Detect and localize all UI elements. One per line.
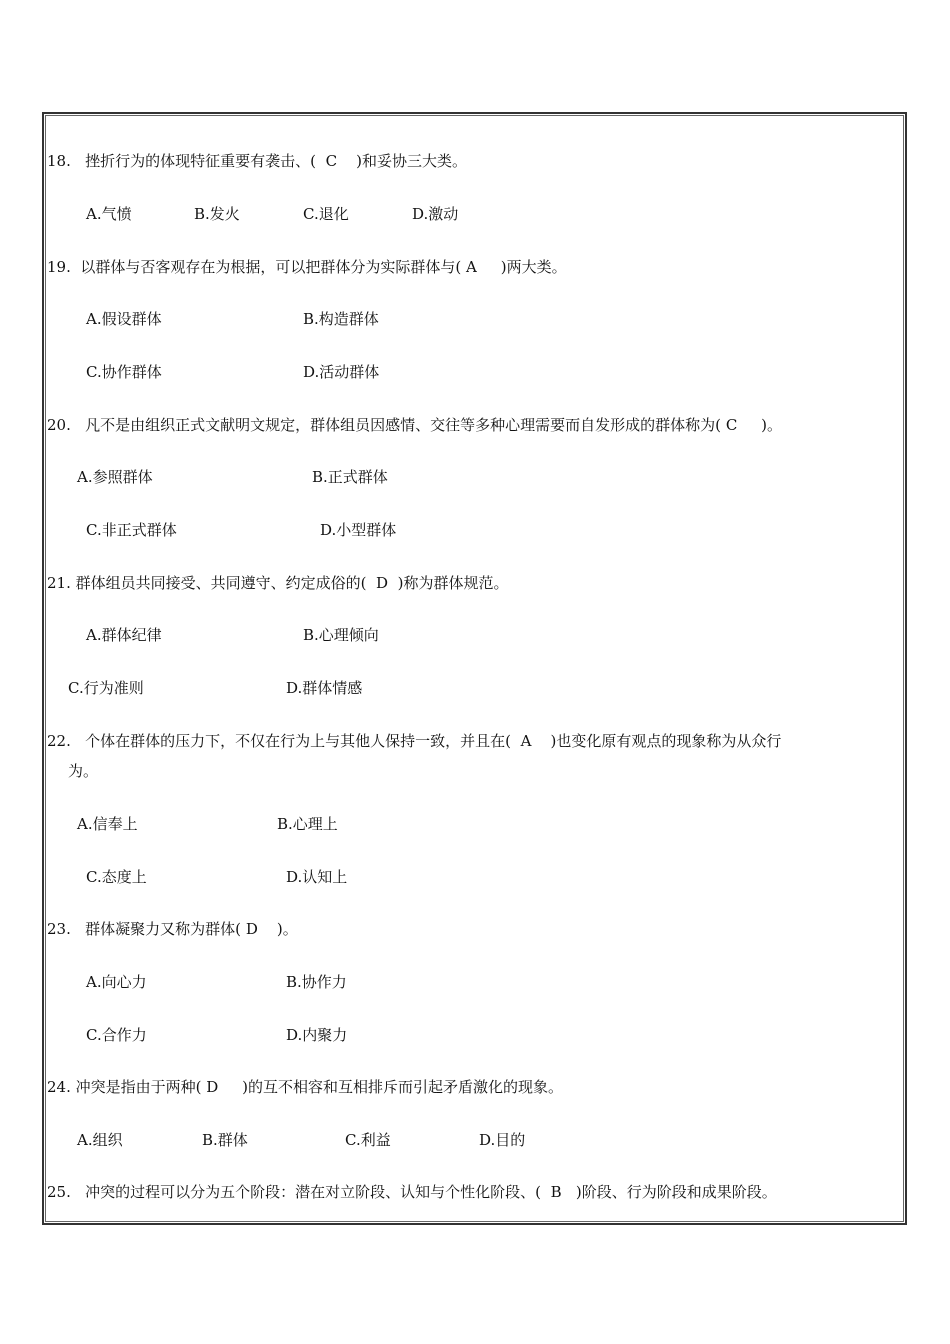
question-text: 以群体与否客观存在为根据，可以把群体分为实际群体与( bbox=[80, 258, 462, 276]
answer-letter: D bbox=[376, 574, 389, 592]
option-d: D.内聚力 bbox=[286, 1026, 348, 1044]
question-number: 24. bbox=[47, 1078, 71, 1096]
option-d: D.小型群体 bbox=[320, 521, 397, 539]
question-number: 18. bbox=[47, 152, 71, 170]
option-a: A.组织 bbox=[77, 1131, 123, 1149]
option-a: A.假设群体 bbox=[86, 310, 162, 328]
question-22-continuation: 为。 bbox=[68, 762, 99, 780]
question-number: 20. bbox=[47, 416, 71, 434]
answer-letter: D bbox=[206, 1078, 219, 1096]
option-d: D.认知上 bbox=[286, 868, 348, 886]
question-text: 凡不是由组织正式文献明文规定，群体组员因感情、交往等多种心理需要而自发形成的群体称为( bbox=[85, 416, 722, 434]
option-b: B.正式群体 bbox=[312, 468, 388, 486]
question-21 bbox=[47, 572, 508, 594]
answer-letter: C bbox=[325, 152, 338, 170]
option-b: B.心理倾向 bbox=[303, 626, 379, 644]
question-20 bbox=[47, 414, 782, 436]
option-d: D.激动 bbox=[412, 205, 459, 223]
question-text-end: )的互不相容和互相排斥而引起矛盾激化的现象。 bbox=[242, 1078, 564, 1096]
option-c: C.协作群体 bbox=[86, 363, 162, 381]
question-number: 21. bbox=[47, 574, 71, 592]
answer-letter: A bbox=[520, 732, 532, 750]
question-18 bbox=[47, 150, 467, 172]
question-text-end: )两大类。 bbox=[500, 258, 567, 276]
option-c: C.非正式群体 bbox=[86, 521, 177, 539]
question-text-end: )阶段、行为阶段和成果阶段。 bbox=[575, 1183, 777, 1201]
option-a: A.群体纪律 bbox=[86, 626, 162, 644]
answer-letter: B bbox=[550, 1183, 562, 1201]
question-text: 群体组员共同接受、共同遵守、约定成俗的( bbox=[75, 574, 367, 592]
question-text: 冲突的过程可以分为五个阶段：潜在对立阶段、认知与个性化阶段、( bbox=[85, 1183, 542, 1201]
option-a: A.气愤 bbox=[86, 205, 132, 223]
question-text-end: )也变化原有观点的现象称为从众行 bbox=[550, 732, 782, 750]
option-b: B.构造群体 bbox=[303, 310, 379, 328]
option-c: C.态度上 bbox=[86, 868, 147, 886]
answer-letter: C bbox=[725, 416, 738, 434]
question-number: 25. bbox=[47, 1183, 71, 1201]
question-text-end: )和妥协三大类。 bbox=[356, 152, 467, 170]
option-a: A.信奉上 bbox=[77, 815, 138, 833]
question-text: 个体在群体的压力下，不仅在行为上与其他人保持一致，并且在( bbox=[85, 732, 512, 750]
option-a: A.向心力 bbox=[86, 973, 147, 991]
option-d: D.群体情感 bbox=[286, 679, 363, 697]
option-b: B.心理上 bbox=[277, 815, 338, 833]
question-text: 挫折行为的体现特征重要有袭击、( bbox=[85, 152, 317, 170]
answer-letter: A bbox=[466, 258, 477, 276]
option-d: D.目的 bbox=[479, 1131, 526, 1149]
question-number: 22. bbox=[47, 732, 71, 750]
question-23 bbox=[47, 918, 298, 940]
question-number: 23. bbox=[47, 920, 71, 938]
question-number: 19. bbox=[47, 258, 71, 276]
option-c: C.利益 bbox=[345, 1131, 391, 1149]
option-b: B.协作力 bbox=[286, 973, 347, 991]
option-c: C.合作力 bbox=[86, 1026, 147, 1044]
question-24 bbox=[47, 1076, 563, 1098]
option-b: B.发火 bbox=[194, 205, 240, 223]
question-22 bbox=[47, 730, 781, 752]
answer-letter: D bbox=[245, 920, 258, 938]
option-c: C.退化 bbox=[303, 205, 349, 223]
question-text-end: )称为群体规范。 bbox=[397, 574, 509, 592]
question-text: 冲突是指由于两种( bbox=[75, 1078, 202, 1096]
option-b: B.群体 bbox=[202, 1131, 248, 1149]
question-text-end: )。 bbox=[276, 920, 298, 938]
page-frame-inner bbox=[45, 115, 904, 1222]
question-text-end: )。 bbox=[761, 416, 782, 434]
option-c: C.行为准则 bbox=[68, 679, 144, 697]
option-d: D.活动群体 bbox=[303, 363, 380, 381]
question-19 bbox=[47, 256, 567, 278]
question-text: 群体凝聚力又称为群体( bbox=[85, 920, 242, 938]
option-a: A.参照群体 bbox=[77, 468, 153, 486]
question-25 bbox=[47, 1181, 777, 1203]
